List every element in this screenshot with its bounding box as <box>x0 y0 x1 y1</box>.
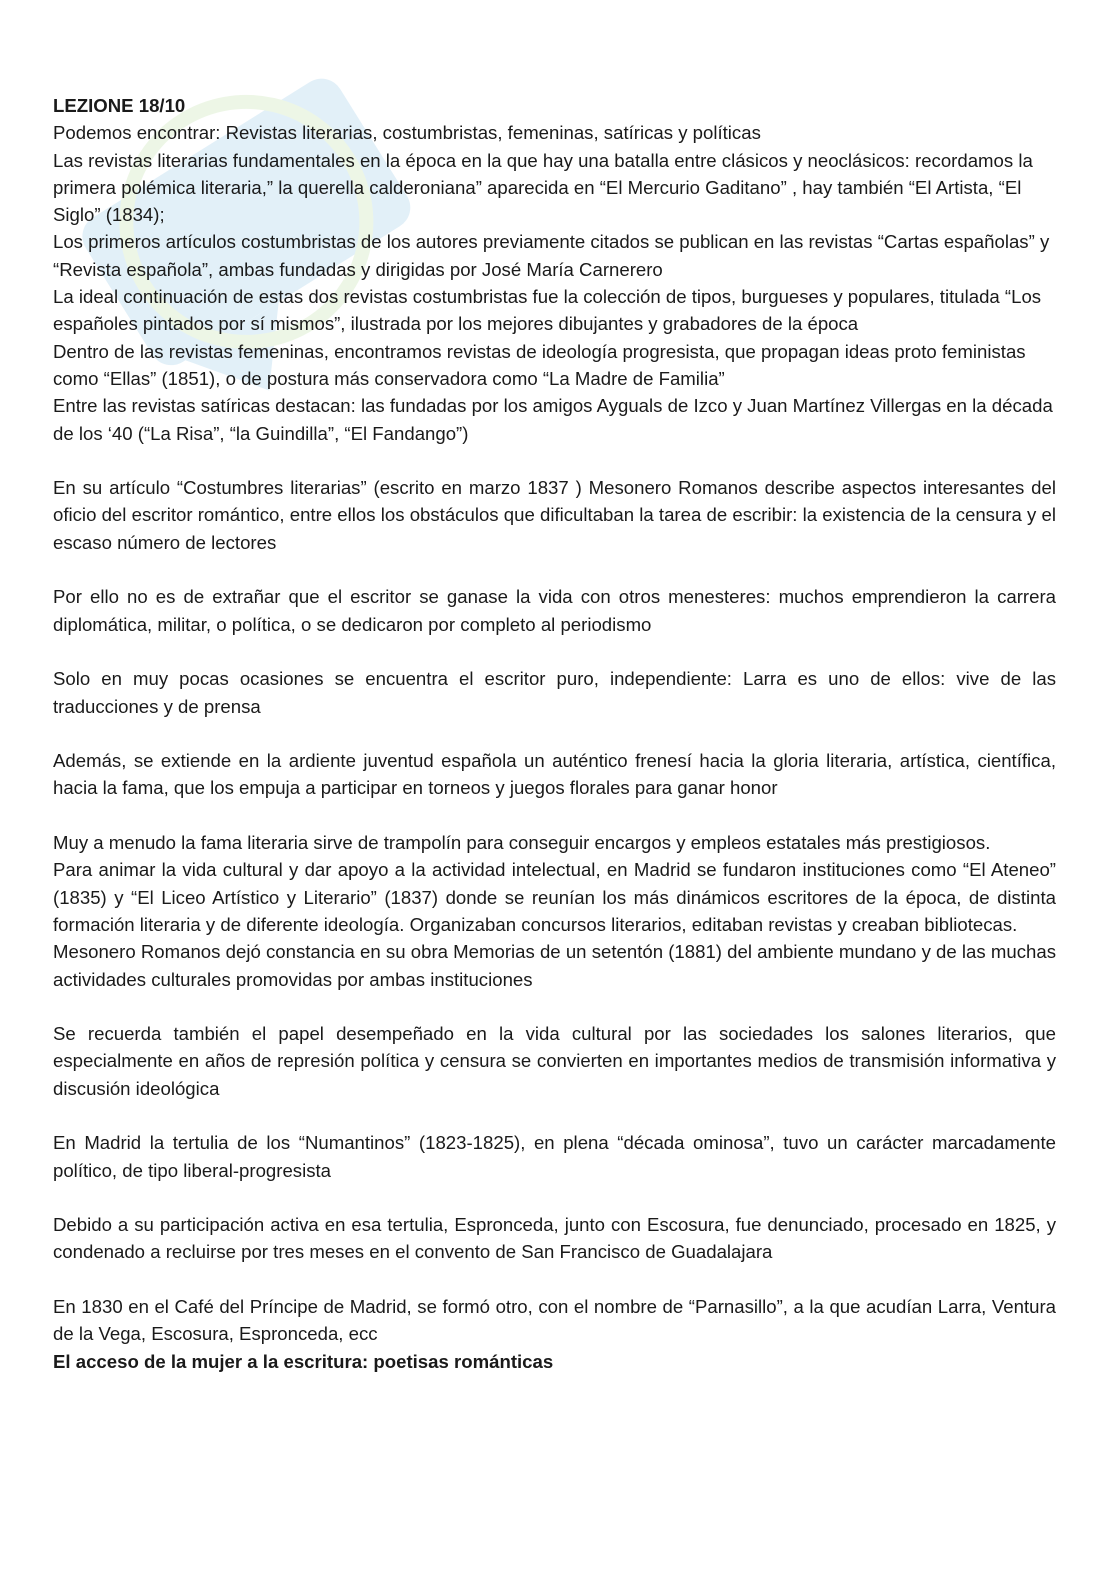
trampolin-paragraph: Muy a menudo la fama literaria sirve de trampolín para conseguir encargos y empleos estatales más prestigiosos. <box>53 832 991 854</box>
memorias-paragraph: Mesonero Romanos dejó constancia en su obra Memorias de un setentón (1881) del ambiente mundano y de las muchas actividades culturales promovidas por ambas instituciones <box>53 941 1056 990</box>
espronceda-paragraph: Debido a su participación activa en esa tertulia, Espronceda, junto con Escosura, fue denunciado, procesado en 1825, y condenado a recluirse por tres meses en el convento de San Francisco de Guadalajara <box>53 1214 1056 1263</box>
espanoles-pintados-paragraph: La ideal continuación de estas dos revistas costumbristas fue la colección de tipos, burgueses y populares, titulada “Los españoles pintados por sí mismos”, ilustrada por los mejores dibujantes y grabadores de la época <box>53 286 1042 335</box>
menesteres-paragraph: Por ello no es de extrañar que el escritor se ganase la vida con otros menesteres: muchos emprendieron la carrera diplomática, militar, o política, o se dedicaron por completo al periodismo <box>53 586 1056 635</box>
numantinos-paragraph: En Madrid la tertulia de los “Numantinos” (1823-1825), en plena “década ominosa”, tuvo un carácter marcadamente político, de tipo liberal-progresista <box>53 1132 1056 1181</box>
ateneo-paragraph: Para animar la vida cultural y dar apoyo a la actividad intelectual, en Madrid se fundaron instituciones como “El Ateneo” (1835) y “El Liceo Artístico y Literario” (1837) donde se reunían los más dinámicos escritores de la época, de distinta formación literaria y de diferente ideología. Organizaban concursos literarios, editaban revistas y creaban bibliotecas. <box>53 859 1056 935</box>
document-page <box>53 92 1056 1375</box>
frenesi-paragraph: Además, se extiende en la ardiente juventud española un auténtico frenesí hacia la gloria literaria, artística, científica, hacia la fama, que los empuja a participar en torneos y juegos florales para ganar honor <box>53 750 1056 799</box>
satirical-magazines-paragraph: Entre las revistas satíricas destacan: las fundadas por los amigos Ayguals de Izco y Juan Martínez Villergas en la década de los ‘40 (“La Risa”, “la Guindilla”, “El Fandango”) <box>53 395 1053 444</box>
costumbrist-articles-paragraph: Los primeros artículos costumbristas de los autores previamente citados se publican en las revistas “Cartas españolas” y “Revista española”, ambas fundadas y dirigidas por José María Carnerero <box>53 231 1050 280</box>
literary-magazines-paragraph: Las revistas literarias fundamentales en la época en la que hay una batalla entre clásicos y neoclásicos: recordamos la primera polémica literaria,” la querella calderoniana” aparecida en “El Mercurio Gaditano” , hay también “El Artista, “El Siglo” (1834); <box>53 149 1033 226</box>
costumbres-literarias-paragraph: En su artículo “Costumbres literarias” (escrito en marzo 1837 ) Mesonero Romanos describe aspectos interesantes del oficio del escritor romántico, entre ellos los obstáculos que dificultaban la tarea de escribir: la existencia de la censura y el escaso número de lectores <box>53 477 1056 553</box>
salones-paragraph: Se recuerda también el papel desempeñado en la vida cultural por las sociedades los salones literarios, que especialmente en años de represión política y censura se convierten en importantes medios de transmisión informativa y discusión ideológica <box>53 1023 1056 1099</box>
feminine-magazines-paragraph: Dentro de las revistas femeninas, encontramos revistas de ideología progresista, que propagan ideas proto feministas como “Ellas” (1851), o de postura más conservadora como “La Madre de Familia” <box>53 340 1026 389</box>
intro-line: Podemos encontrar: Revistas literarias, costumbristas, femeninas, satíricas y políticas <box>53 122 761 144</box>
lesson-heading: LEZIONE 18/10 <box>53 95 186 116</box>
parnasillo-paragraph: En 1830 en el Café del Príncipe de Madrid, se formó otro, con el nombre de “Parnasillo”, a la que acudían Larra, Ventura de la Vega, Escosura, Espronceda, ecc <box>53 1296 1056 1345</box>
closing-heading: El acceso de la mujer a la escritura: poetisas románticas <box>53 1350 554 1372</box>
larra-paragraph: Solo en muy pocas ocasiones se encuentra el escritor puro, independiente: Larra es uno de ellos: vive de las traducciones y de prensa <box>53 668 1056 717</box>
